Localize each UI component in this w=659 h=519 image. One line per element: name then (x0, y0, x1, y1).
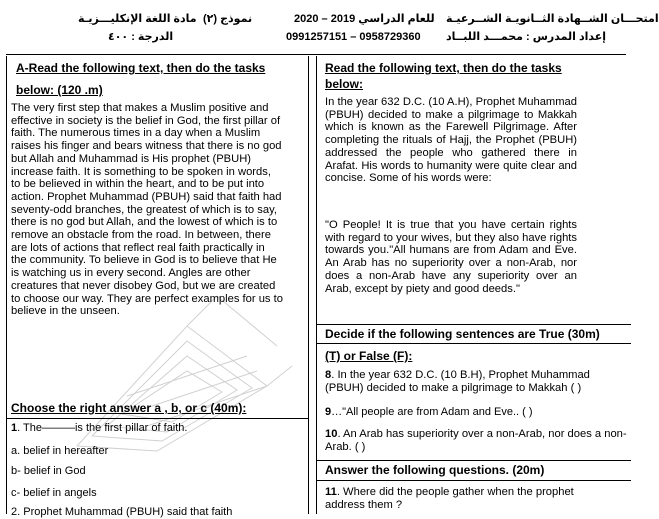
question-1-number: 1 (11, 422, 18, 434)
left-heading-line2: below: (120 .m) (16, 83, 103, 97)
question-11-text: . Where did the people gather when the prophet address them ? (325, 486, 574, 511)
question-divider (7, 418, 308, 419)
question-9-number: 9 (325, 406, 332, 418)
left-heading-line1: A-Read the following text, then do the tasks (16, 61, 266, 75)
header-divider (6, 54, 626, 55)
option-a: a. belief in hereafter (11, 445, 109, 457)
answer-divider-bottom (317, 480, 631, 481)
question-9-text: …"All people are from Adam and Eve.. ( ) (331, 406, 533, 418)
model-number: نموذج (٢) (203, 13, 253, 25)
question-11-number: 11 (325, 486, 337, 498)
right-heading-line1: Read the following text, then do the tasks (325, 61, 562, 75)
question-8-number: 8 (325, 369, 332, 381)
exam-header (0, 0, 659, 54)
subject-name: مادة اللغة الإنكليـــزيـة (78, 13, 197, 25)
right-passage-1: In the year 632 D.C. (10 A.H), Prophet Muhammad (PBUH) decided to make a pilgrimage to Makkah which is known as the Farewell Pilgrimage. After completing the rituals of Hajj, the Prophet (PBUH) addressed the people who gathered there in Arafat. His words to humanity were quite clear and concise. Some of his words were: (325, 96, 577, 185)
question-1-text: . The———is the first pillar of faith. (17, 422, 188, 434)
option-b: b- belief in God (11, 465, 86, 477)
teacher-phones: 0991257151 – 0958729360 (286, 31, 421, 43)
answer-heading: Answer the following questions. (20m) (325, 463, 545, 477)
question-9 (325, 406, 533, 419)
question-10-number: 10 (325, 428, 338, 440)
right-column (316, 56, 631, 514)
left-passage: The very first step that makes a Muslim positive and effective in society is the belief in God, the first pillar of faith. The numerous times in a day when a Muslim raises his finger and bears witness that there is no god but Allah and Muhammad is His prophet (PBUH) increase faith. It is something to be spoken in words, to be believed in within the heart, and to be put into action. Prophet Muhammad (PBUH) said that faith had seventy-odd branches, the greatest of which is to say, there is no god but Allah, and the lowest of which is to remove an obstacle from the road. In between, there are lots of actions that reflect real faith practically in the community. To believe in God is to believe that He is watching us in every second. Angles are other creatures that never disobey God, but we are created to choose our way. They are perfect examples for us to believe in the unseen. (11, 102, 283, 318)
option-c: c- belief in angels (11, 487, 97, 499)
academic-year: للعام الدراسي 2019 – 2020 (294, 13, 435, 25)
question-8-text: . In the year 632 D.C. (10 B.H), Prophet Muhammad (PBUH) decided to make a pilgrimage to Makkah ( ) (325, 369, 590, 394)
right-heading-line2: below: (325, 77, 363, 91)
question-1 (11, 422, 187, 435)
true-false-heading-line1: Decide if the following sentences are True (30m) (325, 327, 600, 341)
teacher-name: إعداد المدرس : محمـــد اللبــاد (446, 31, 607, 43)
exam-title: امتحـــان الشــهادة الثــانويـة الشــرعيـة (446, 13, 659, 25)
question-10-text: . An Arab has superiority over a non-Arab, nor does a non-Arab. ( ) (325, 428, 627, 453)
tf-divider-bottom (317, 343, 631, 344)
choose-heading: Choose the right answer a , b, or c (40m): (11, 401, 247, 415)
left-column (6, 56, 309, 518)
total-grade: الدرجة : ٤٠٠ (108, 31, 174, 43)
question-8 (325, 369, 630, 394)
tf-divider-top (317, 324, 631, 325)
true-false-heading-line2: (T) or False (F): (325, 349, 413, 363)
question-11 (325, 486, 605, 511)
answer-divider-top (317, 460, 631, 461)
question-10 (325, 428, 630, 453)
question-2-partial: 2. Prophet Muhammad (PBUH) said that faith (11, 506, 233, 518)
right-passage-2: "O People! It is true that you have certain rights with regard to your wives, but they also have rights towards you."All humans are from Adam and Eve. An Arab has no superiority over a non-Arab, nor does a non-Arab have any superiority over an Arab, except by piety and good deeds." (325, 219, 577, 295)
